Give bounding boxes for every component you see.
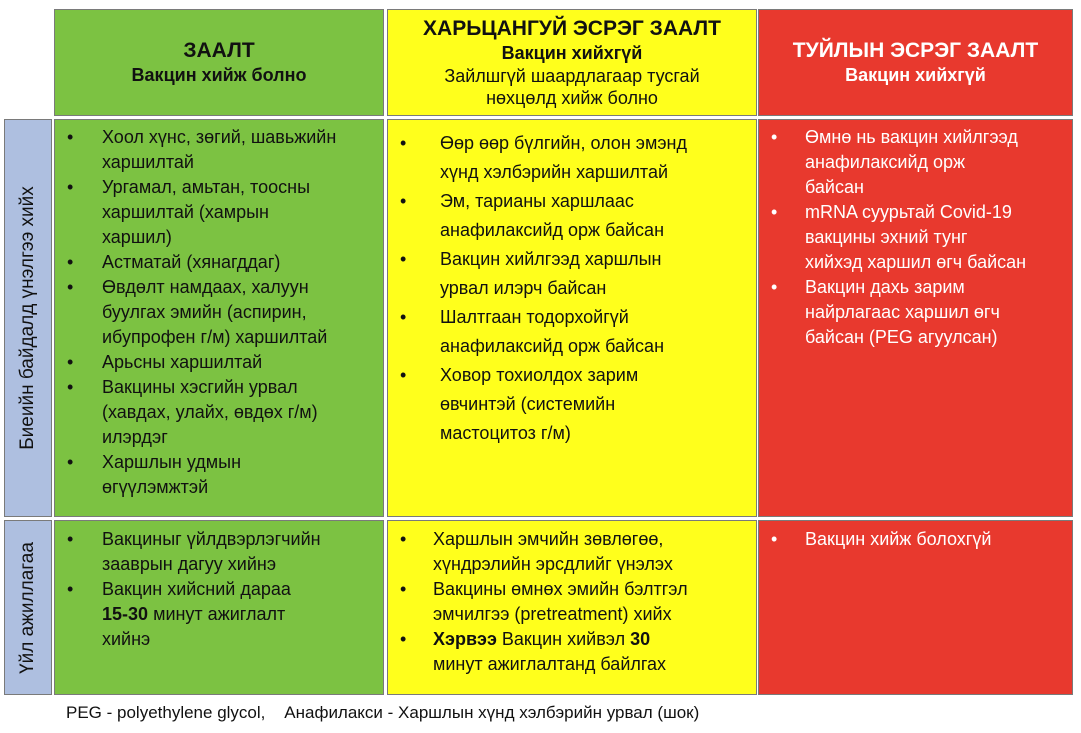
header-relative-note-1: Зайлшгүй шаардлагаар тусгай (444, 65, 700, 86)
list-item (67, 527, 377, 577)
bullet-icon: • (771, 277, 778, 297)
bullet-icon: • (771, 202, 778, 222)
list-item (771, 527, 1066, 552)
item-line: минут ажиглалт (153, 604, 286, 624)
item-line: анафилаксийд орж байсан (440, 220, 665, 240)
row-label-action-text: Үйл ажиллагаа (17, 541, 39, 674)
header-absolute (758, 9, 1073, 116)
item-line: илэрдэг (102, 427, 168, 447)
list-body-relative (400, 129, 750, 448)
item-line: Ховор тохиолдох зарим (440, 365, 639, 385)
list-item (67, 125, 377, 175)
bullet-icon: • (67, 177, 74, 197)
bullet-icon: • (400, 249, 407, 269)
header-relative-title: ХАРЬЦАНГУЙ ЭСРЭГ ЗААЛТ (423, 16, 721, 40)
item-line: харшил) (102, 227, 172, 247)
bold-fragment: Хэрвээ (433, 629, 497, 649)
header-allowed (54, 9, 384, 116)
header-relative (387, 9, 757, 116)
bullet-icon: • (771, 529, 778, 549)
bold-fragment: 15-30 (102, 604, 149, 624)
list-item (67, 350, 377, 375)
cell-action-allowed (54, 520, 384, 695)
bullet-icon: • (400, 579, 407, 599)
list-item (400, 245, 750, 303)
item-line: ибупрофен г/м) харшилтай (102, 327, 328, 347)
header-relative-note-2: нөхцөлд хийж болно (486, 87, 658, 108)
item-line: байсан (805, 177, 864, 197)
list-item (771, 200, 1066, 275)
header-allowed-title: ЗААЛТ (183, 38, 255, 62)
list-item (771, 275, 1066, 350)
item-line: Эм, тарианы харшлаас (440, 191, 634, 211)
header-relative-sub: Вакцин хийхгүй (501, 42, 643, 63)
item-line: хүндрэлийн эрсдлийг үнэлэх (433, 554, 673, 574)
legend-footnote: PEG - polyethylene glycol, Анафилакси - Харшлын хүнд хэлбэрийн урвал (шок) (66, 703, 700, 722)
list-item (400, 129, 750, 187)
bullet-icon: • (67, 252, 74, 272)
list-item (400, 303, 750, 361)
list-item (67, 250, 377, 275)
item-line: буулгах эмийн (аспирин, (102, 302, 307, 322)
item-line: урвал илэрч байсан (440, 278, 607, 298)
bullet-icon: • (400, 365, 407, 385)
item-line: Харшлын эмчийн зөвлөгөө, (433, 529, 664, 549)
item-line: Вакцины өмнөх эмийн бэлтгэл (433, 579, 688, 599)
bullet-icon: • (400, 191, 407, 211)
list-item (67, 375, 377, 450)
bullet-icon: • (67, 377, 74, 397)
item-line: минут ажиглалтанд байлгах (433, 654, 667, 674)
item-line: хийхэд харшил өгч байсан (805, 252, 1027, 272)
item-line: вакцины эхний тунг (805, 227, 968, 247)
item-line: харшилтай (102, 152, 194, 172)
item-line: (хавдах, улайх, өвдөх г/м) (102, 402, 318, 422)
item-line: найрлагаас харшил өгч (805, 302, 1000, 322)
item-line: Астматай (хянагддаг) (102, 252, 281, 272)
item-line: Вакцин дахь зарим (805, 277, 965, 297)
item-line: өгүүлэмжтэй (102, 477, 209, 497)
item-line: Хоол хүнс, зөгий, шавьжийн (102, 127, 337, 147)
item-line: Вакцин хийж болохгүй (805, 529, 992, 549)
bullet-icon: • (400, 133, 407, 153)
bullet-icon: • (67, 127, 74, 147)
row-label-body-reaction (4, 119, 52, 517)
item-line: байсан (PEG агуулсан) (805, 327, 998, 347)
item-line: Харшлын удмын (102, 452, 242, 472)
cell-body-allowed (54, 119, 384, 517)
bullet-icon: • (67, 352, 74, 372)
cell-body-absolute (758, 119, 1073, 517)
cell-action-relative (387, 520, 757, 695)
row-label-action (4, 520, 52, 695)
item-line: Өөр өөр бүлгийн, олон эмэнд (440, 133, 687, 153)
item-line: Ургамал, амьтан, тоосны (102, 177, 311, 197)
list-item (400, 361, 750, 448)
bullet-icon: • (67, 277, 74, 297)
list-item (67, 275, 377, 350)
bullet-icon: • (67, 452, 74, 472)
bullet-icon: • (400, 529, 407, 549)
list-body-allowed (67, 125, 377, 500)
list-action-absolute (771, 527, 1066, 552)
list-item (400, 187, 750, 245)
row-label-body-reaction-text: Биеийн байдалд үнэлгээ хийх (17, 186, 38, 450)
list-item (67, 175, 377, 250)
item-line: зааврын дагуу хийнэ (102, 554, 277, 574)
item-line: анафилаксийд орж (805, 152, 966, 172)
item-line: Вакцин хийвэл (501, 629, 626, 649)
item-line: Вакцин хийсний дараа (102, 579, 291, 599)
item-line: Өвдөлт намдаах, халуун (102, 277, 309, 297)
item-line: Вакцин хийлгээд харшлын (440, 249, 662, 269)
list-item (400, 577, 750, 627)
header-absolute-sub: Вакцин хийхгүй (845, 64, 986, 85)
item-line: эмчилгээ (pretreatment) хийх (433, 604, 672, 624)
item-line: өвчинтэй (системийн (440, 394, 616, 414)
item-line: Вакциныг үйлдвэрлэгчийн (102, 529, 321, 549)
item-line: Вакцины хэсгийн урвал (102, 377, 298, 397)
bold-fragment: 30 (630, 629, 651, 649)
header-absolute-title: ТУЙЛЫН ЭСРЭГ ЗААЛТ (792, 38, 1039, 62)
item-line: Шалтгаан тодорхойгүй (440, 307, 629, 327)
item-line: Арьсны харшилтай (102, 352, 263, 372)
bullet-icon: • (67, 579, 74, 599)
list-action-allowed (67, 527, 377, 652)
list-item (400, 627, 750, 677)
header-allowed-sub: Вакцин хийж болно (131, 64, 307, 85)
bullet-icon: • (771, 127, 778, 147)
item-line: хийнэ (102, 629, 151, 649)
list-item (771, 125, 1066, 200)
bullet-icon: • (400, 629, 407, 649)
bullet-icon: • (67, 529, 74, 549)
cell-body-relative (387, 119, 757, 517)
item-line: мастоцитоз г/м) (440, 423, 571, 443)
list-item (67, 577, 377, 652)
list-item (67, 450, 377, 500)
list-action-relative (400, 527, 750, 677)
item-line: Өмнө нь вакцин хийлгээд (805, 127, 1018, 147)
list-body-absolute (771, 125, 1066, 350)
bullet-icon: • (400, 307, 407, 327)
item-line: харшилтай (хамрын (102, 202, 269, 222)
item-line: хүнд хэлбэрийн харшилтай (440, 162, 669, 182)
cell-action-absolute (758, 520, 1073, 695)
item-line: анафилаксийд орж байсан (440, 336, 665, 356)
list-item (400, 527, 750, 577)
item-line: mRNA суурьтай Covid-19 (805, 202, 1012, 222)
